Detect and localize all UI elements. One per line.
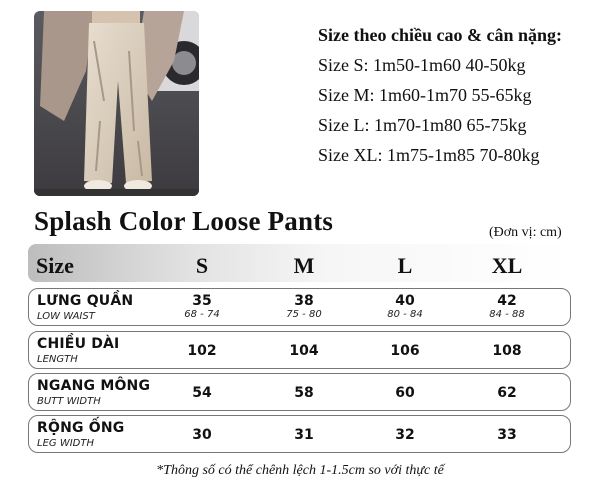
header-size-l: L xyxy=(397,253,413,278)
table-row-low-waist xyxy=(28,288,571,326)
size-guide-title: Size theo chiều cao & cân nặng: xyxy=(318,25,562,45)
cell-range: 68 - 74 xyxy=(184,309,220,320)
row-sublabel: LENGTH xyxy=(37,354,78,365)
size-guide-line-l: Size L: 1m70-1m80 65-75kg xyxy=(318,115,527,135)
header-size-s: S xyxy=(195,253,209,278)
size-guide-line-m: Size M: 1m60-1m70 55-65kg xyxy=(318,85,532,105)
row-label: RỘNG ỐNG xyxy=(37,420,125,436)
header-size-xl: XL xyxy=(491,253,523,278)
row-sublabel: LEG WIDTH xyxy=(37,438,94,449)
cell-s: 30 xyxy=(192,427,212,443)
cell-m: 104 xyxy=(289,343,319,359)
cell-l: 60 xyxy=(395,385,415,401)
cell-xl: 33 xyxy=(497,427,517,443)
cell-s xyxy=(162,293,242,321)
row-sublabel: LOW WAIST xyxy=(37,311,95,322)
cell-xl: 62 xyxy=(497,385,517,401)
row-label: LƯNG QUẦN xyxy=(37,293,134,309)
size-guide-line-s: Size S: 1m50-1m60 40-50kg xyxy=(318,55,526,75)
cell-range: 75 - 80 xyxy=(286,309,322,320)
cell-value: 35 xyxy=(192,293,212,309)
size-guide xyxy=(318,24,562,166)
product-title: Splash Color Loose Pants xyxy=(34,206,334,236)
size-guide-line-xl: Size XL: 1m75-1m85 70-80kg xyxy=(318,145,540,165)
cell-l: 32 xyxy=(395,427,415,443)
cell-value: 40 xyxy=(395,293,415,309)
cell-s: 54 xyxy=(192,385,212,401)
cell-range: 84 - 88 xyxy=(489,309,525,320)
row-label: CHIỀU DÀI xyxy=(37,336,120,352)
product-photo xyxy=(34,11,199,196)
table-row-leg-width xyxy=(28,415,571,453)
row-sublabel: BUTT WIDTH xyxy=(37,396,101,407)
row-label: NGANG MÔNG xyxy=(37,378,151,394)
cell-m: 31 xyxy=(294,427,314,443)
cell-s: 102 xyxy=(187,343,217,359)
cell-value: 38 xyxy=(294,293,314,309)
unit-note: (Đơn vị: cm) xyxy=(489,225,562,240)
cell-m xyxy=(264,293,344,321)
cell-l: 106 xyxy=(390,343,420,359)
table-row-butt-width xyxy=(28,373,571,411)
cell-value: 42 xyxy=(497,293,517,309)
cell-xl xyxy=(467,293,547,321)
cell-m: 58 xyxy=(294,385,314,401)
cell-l xyxy=(365,293,445,321)
footnote: *Thông số có thể chênh lệch 1-1.5cm so với thực tế xyxy=(156,463,444,478)
header-size-m: M xyxy=(293,253,315,278)
header-size-label: Size xyxy=(36,253,74,278)
table-row-length xyxy=(28,331,571,369)
cell-range: 80 - 84 xyxy=(387,309,423,320)
cell-xl: 108 xyxy=(492,343,522,359)
